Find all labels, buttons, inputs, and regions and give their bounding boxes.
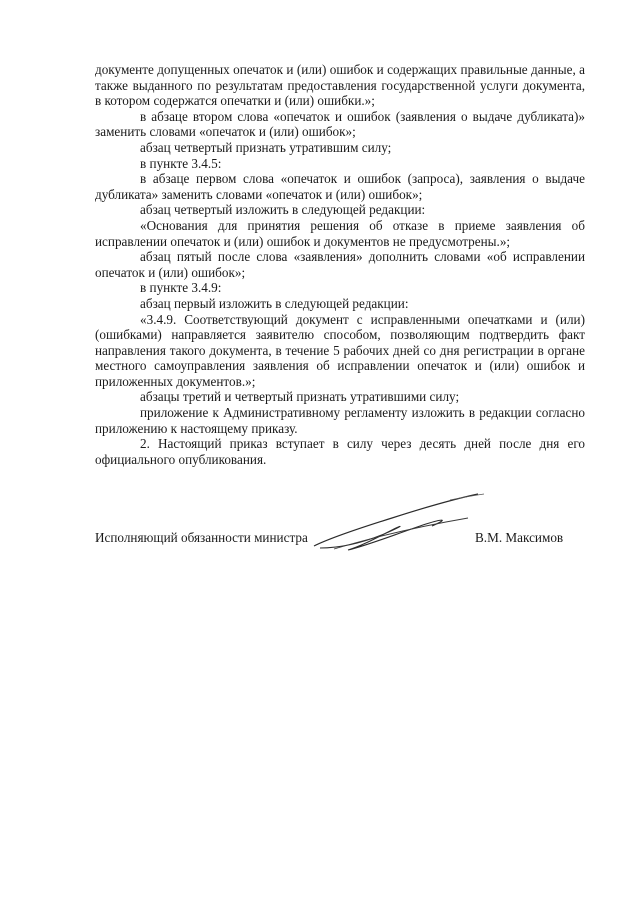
document-body [95,62,585,467]
signatory-position: Исполняющий обязанности министра [95,530,308,545]
paragraph-first-edition: абзац первый изложить в следующей редакции: [140,295,409,311]
paragraph-amendment-second: в абзаце втором слова «опечаток и ошибок (заявления о выдаче дубликата)» заменить словами «опечаток и (или) ошибок»; [95,108,585,140]
paragraph-effective-date: 2. Настоящий приказ вступает в силу через десять дней после дня его официального опубликования. [95,436,585,467]
paragraph-appendix: приложение к Административному регламенту изложить в редакции согласно приложению к настоящему приказу. [95,405,585,436]
paragraph-point-349: в пункте 3.4.9: [140,280,222,296]
paragraph-fifth-supplement: абзац пятый после слова «заявления» дополнить словами «об исправлении опечаток и (или) ошибок»; [95,249,585,280]
paragraph-quote-349: «3.4.9. Соответствующий документ с исправленными опечатками и (или) (ошибками) направляется заявителю способом, позволяющим подтвердить факт направления такого документа, в течение 5 рабочих дней со дня регистрации в органе местного самоуправления заявления об исправлении опечаток и (или) ошибок и приложенных документов.»; [95,311,585,389]
paragraph-continuation: документе допущенных опечаток и (или) ошибок и содержащих правильные данные, а также выданного по результатам предоставления государственной услуги документа, в котором содержатся опечатки и (или) ошибки.»; [95,62,585,109]
paragraph-amendment-fourth: абзац четвертый признать утратившим силу; [140,139,392,155]
paragraph-fourth-edition: абзац четвертый изложить в следующей редакции: [140,202,426,218]
signatory-name: В.М. Максимов [475,530,564,545]
paragraph-third-fourth-void: абзацы третий и четвертый признать утратившими силу; [140,389,460,405]
paragraph-amendment-first: в абзаце первом слова «опечаток и ошибок (запроса), заявления о выдаче дубликата» заменить словами «опечаток и (или) ошибок»; [95,171,585,202]
signature-block [95,530,575,548]
paragraph-point-345: в пункте 3.4.5: [140,155,222,171]
paragraph-quote-grounds: «Основания для принятия решения об отказе в приеме заявления об исправлении опечаток и (или) ошибок и документов не предусмотрены.»; [95,217,585,249]
